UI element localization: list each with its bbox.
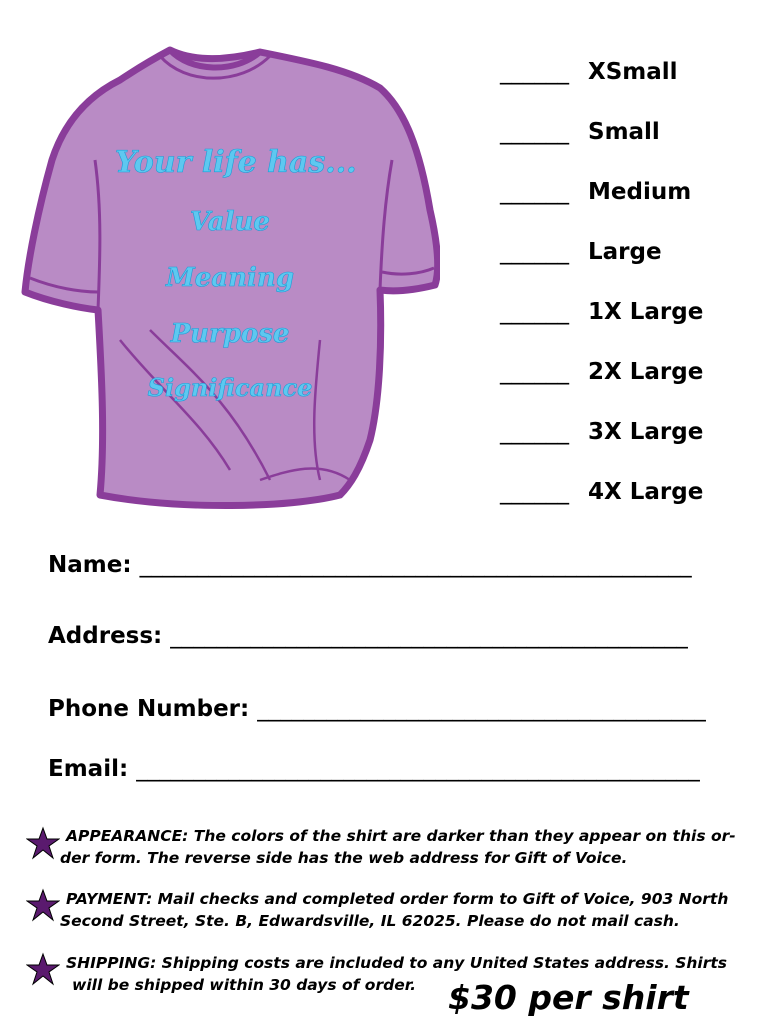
- phone-field[interactable]: [48, 696, 728, 722]
- size-blank[interactable]: ______: [500, 239, 569, 265]
- payment-note: [60, 888, 760, 932]
- size-label: 2X Large: [588, 359, 704, 385]
- size-label: XSmall: [588, 59, 678, 85]
- size-option-2x-large[interactable]: [500, 342, 760, 402]
- name-field[interactable]: [48, 552, 728, 578]
- email-label: Email:: [48, 756, 129, 782]
- size-label: 3X Large: [588, 419, 704, 445]
- size-option-medium[interactable]: [500, 162, 760, 222]
- star-icon: [26, 826, 60, 860]
- phone-input-line[interactable]: _______________________________________: [257, 696, 706, 722]
- address-input-line[interactable]: _____________________________________________: [170, 623, 688, 649]
- size-blank[interactable]: ______: [500, 299, 569, 325]
- appearance-line-1: APPEARANCE: The colors of the shirt are darker than they appear on this or-: [66, 827, 736, 845]
- size-blank[interactable]: ______: [500, 119, 569, 145]
- size-blank[interactable]: ______: [500, 419, 569, 445]
- size-label: Medium: [588, 179, 692, 205]
- size-blank[interactable]: ______: [500, 179, 569, 205]
- size-option-large[interactable]: [500, 222, 760, 282]
- name-label: Name:: [48, 552, 132, 578]
- tshirt-illustration: [20, 40, 440, 520]
- email-input-line[interactable]: _________________________________________________: [136, 756, 700, 782]
- payment-line-1: PAYMENT: Mail checks and completed order form to Gift of Voice, 903 North: [66, 890, 729, 908]
- name-input-line[interactable]: ________________________________________________: [139, 552, 692, 578]
- payment-line-2: Second Street, Ste. B, Edwardsville, IL 62025. Please do not mail cash.: [60, 912, 680, 930]
- size-option-xsmall[interactable]: [500, 42, 760, 102]
- address-field[interactable]: [48, 623, 728, 649]
- shirt-word-value: Value: [190, 207, 270, 237]
- phone-label: Phone Number:: [48, 696, 250, 722]
- shirt-word-significance: Significance: [147, 373, 313, 402]
- size-label: 4X Large: [588, 479, 704, 505]
- email-field[interactable]: [48, 756, 728, 782]
- price-label: $30 per shirt: [448, 978, 689, 1017]
- size-blank[interactable]: ______: [500, 479, 569, 505]
- shirt-word-meaning: Meaning: [165, 263, 295, 293]
- size-blank[interactable]: ______: [500, 359, 569, 385]
- size-option-1x-large[interactable]: [500, 282, 760, 342]
- appearance-note: [60, 825, 760, 869]
- size-list: [500, 42, 760, 522]
- shirt-word-purpose: Purpose: [170, 319, 290, 349]
- appearance-line-2: der form. The reverse side has the web address for Gift of Voice.: [60, 849, 628, 867]
- size-label: Small: [588, 119, 660, 145]
- star-icon: [26, 952, 60, 986]
- address-label: Address:: [48, 623, 163, 649]
- size-option-small[interactable]: [500, 102, 760, 162]
- size-blank[interactable]: ______: [500, 59, 569, 85]
- size-option-4x-large[interactable]: [500, 462, 760, 522]
- shipping-line-1: SHIPPING: Shipping costs are included to any United States address. Shirts: [66, 954, 728, 972]
- star-icon: [26, 888, 60, 922]
- size-label: Large: [588, 239, 662, 265]
- shirt-headline: Your life has...: [115, 145, 357, 180]
- size-label: 1X Large: [588, 299, 704, 325]
- size-option-3x-large[interactable]: [500, 402, 760, 462]
- shipping-line-2: will be shipped within 30 days of order.: [72, 976, 417, 994]
